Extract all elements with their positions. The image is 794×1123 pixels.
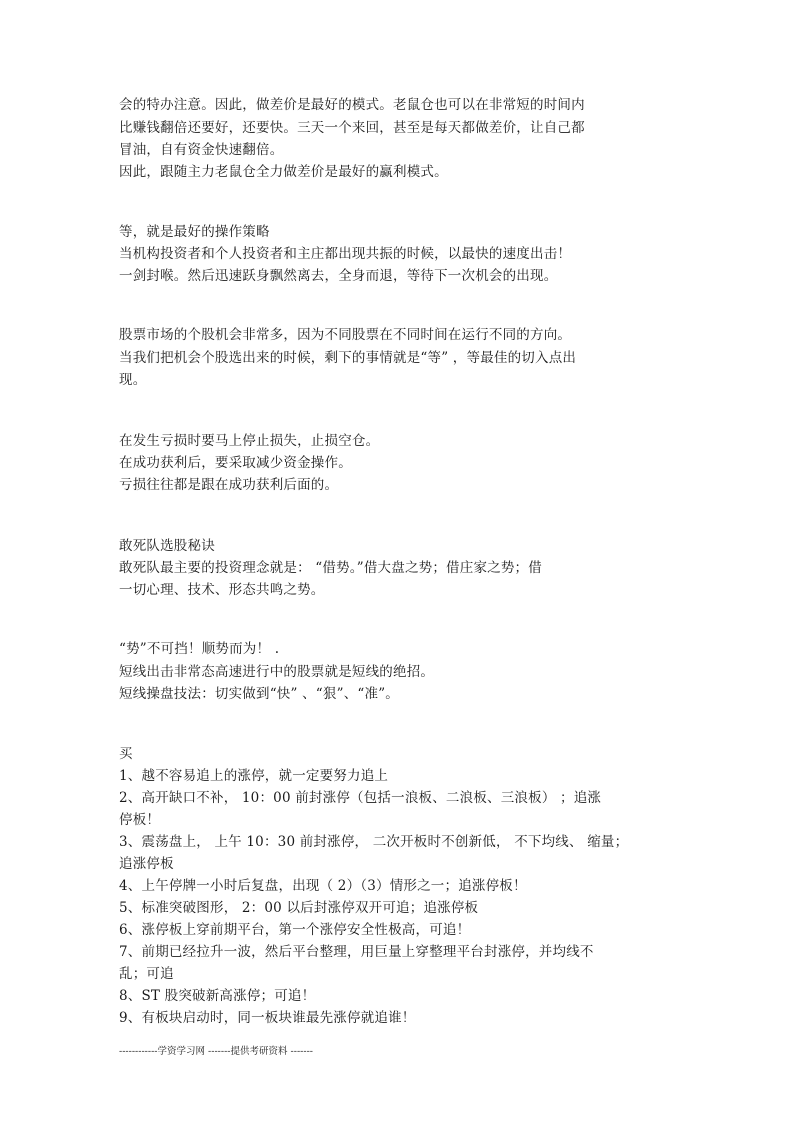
text-line: 等，就是最好的操作策略 [119, 224, 270, 240]
text-line: 会的特办注意。因此，做差价是最好的模式。老鼠仓也可以在非常短的时间内 [119, 97, 585, 113]
list-item-continuation: 追涨停板 [119, 856, 174, 872]
list-item: 3、震荡盘上， 上午 10：30 前封涨停， 二次开板时不创新低， 不下均线、 缩量； [119, 834, 629, 850]
text-line: “势”不可挡！顺势而为！ . [119, 641, 280, 657]
list-item: 2、高开缺口不补， 10：00 前封涨停（包括一浪板、二浪板、三浪板） ；追涨 [119, 790, 602, 806]
text-line: 短线出击非常态高速进行中的股票就是短线的绝招。 [119, 664, 435, 680]
text-line: 在成功获利后，要采取减少资金操作。 [119, 455, 352, 471]
text-line: 当我们把机会个股选出来的时候，剩下的事情就是“等” ，等最佳的切入点出 [119, 350, 577, 366]
list-item: 7、前期已经拉升一波，然后平台整理，用巨量上穿整理平台封涨停，并均线不 [119, 944, 594, 960]
text-line: 因此，跟随主力老鼠仓全力做差价是最好的赢利模式。 [119, 164, 448, 180]
text-line: 比赚钱翻倍还要好，还要快。三天一个来回，甚至是每天都做差价，让自己都 [119, 120, 585, 136]
page-footer: ------------学资学习网 -------提供考研资料 ------- [119, 1046, 313, 1057]
section-heading: 买 [119, 746, 133, 762]
text-line: 亏损往往都是跟在成功获利后面的。 [119, 477, 339, 493]
list-item: 9、有板块启动时，同一板块谁最先涨停就追谁！ [119, 1010, 416, 1026]
text-line: 当机构投资者和个人投资者和主庄都出现共振的时候，以最快的速度出击！ [119, 246, 572, 262]
text-line: 一剑封喉。然后迅速跃身飘然离去，全身而退，等待下一次机会的出现。 [119, 268, 558, 284]
text-line: 股票市场的个股机会非常多，因为不同股票在不同时间在运行不同的方向。 [119, 327, 572, 343]
section-heading: 敢死队选股秘诀 [119, 538, 215, 554]
list-item: 5、标准突破图形， 2：00 以后封涨停双开可追；追涨停板 [119, 900, 479, 916]
list-item-continuation: 停板！ [119, 812, 161, 828]
list-item: 8、ST 股突破新高涨停；可追！ [119, 988, 316, 1004]
text-line: 敢死队最主要的投资理念就是： “借势。”借大盘之势；借庄家之势；借 [119, 560, 542, 576]
list-item-continuation: 乱；可追 [119, 966, 174, 982]
text-line: 在发生亏损时要马上停止损失，止损空仓。 [119, 433, 380, 449]
text-line: 短线操盘技法：切实做到“快” 、“狠”、“准”。 [119, 686, 400, 702]
text-line: 一切心理、技术、形态共鸣之势。 [119, 582, 325, 598]
list-item: 4、上午停牌一小时后复盘，出现（ 2）（3）情形之一；追涨停板！ [119, 878, 527, 894]
list-item: 1、越不容易追上的涨停，就一定要努力追上 [119, 768, 389, 784]
list-item: 6、涨停板上穿前期平台，第一个涨停安全性极高，可追！ [119, 922, 471, 938]
text-line: 冒油，自有资金快速翻倍。 [119, 142, 284, 158]
text-line: 现。 [119, 372, 147, 388]
